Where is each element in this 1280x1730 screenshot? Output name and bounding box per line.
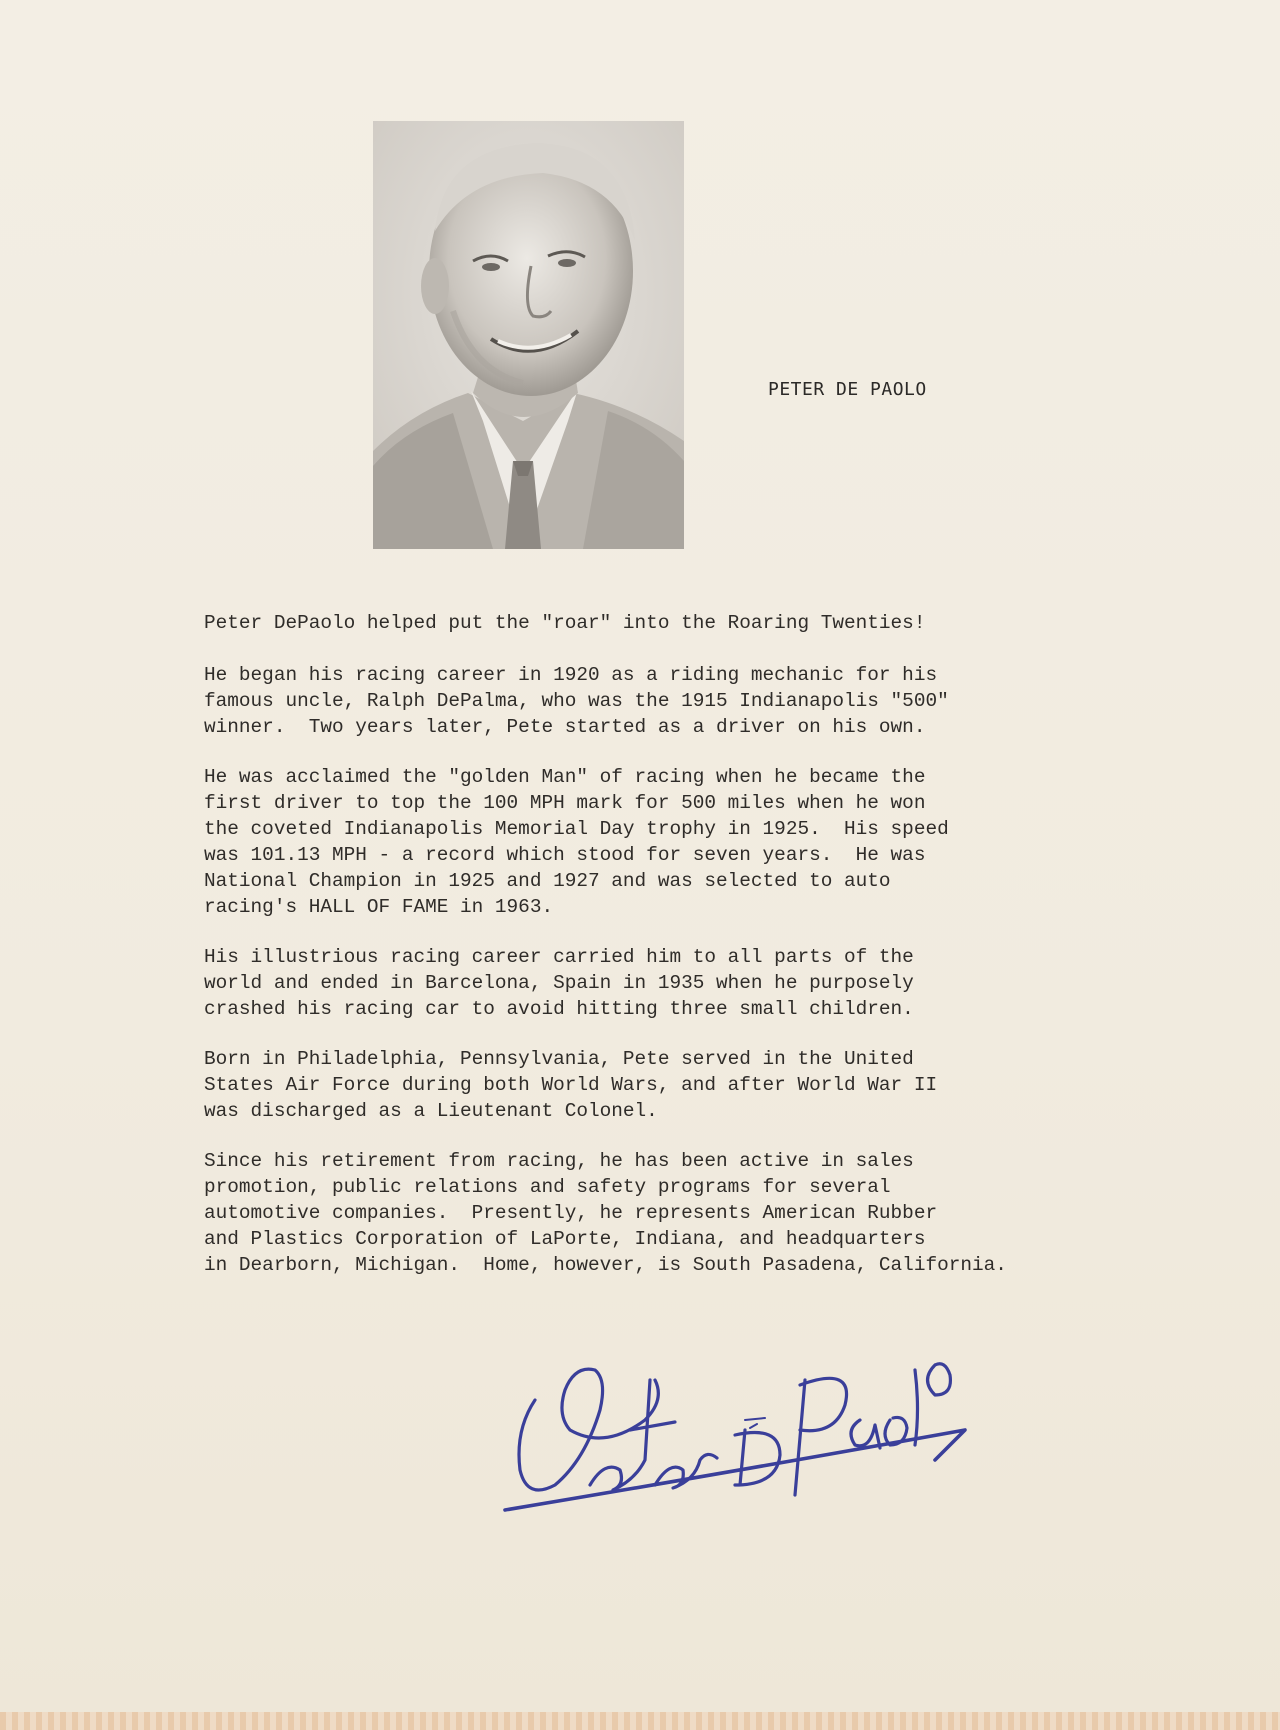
text-line: was 101.13 MPH - a record which stood for seven years. He was (204, 844, 926, 866)
text-line: He began his racing career in 1920 as a riding mechanic for his (204, 664, 938, 686)
text-line: was discharged as a Lieutenant Colonel. (204, 1100, 658, 1122)
text-line: first driver to top the 100 MPH mark for 500 miles when he won (204, 792, 926, 814)
text-line: world and ended in Barcelona, Spain in 1935 when he purposely (204, 972, 914, 994)
text-line: racing's HALL OF FAME in 1963. (204, 896, 554, 918)
text-line: His illustrious racing career carried him to all parts of the (204, 946, 914, 968)
photo-caption: PETER DE PAOLO (768, 379, 927, 400)
paragraph-intro (204, 610, 1104, 636)
text-line: Since his retirement from racing, he has been active in sales (204, 1150, 914, 1172)
paragraph-career-end (204, 944, 1104, 1022)
text-line: Peter DePaolo helped put the "roar" into the Roaring Twenties! (204, 612, 926, 634)
text-line: He was acclaimed the "golden Man" of racing when he became the (204, 766, 926, 788)
text-line: automotive companies. Presently, he represents American Rubber (204, 1202, 938, 1224)
paragraph-military (204, 1046, 1104, 1124)
paragraph-career-start (204, 662, 1104, 740)
paragraph-golden-man (204, 764, 1104, 920)
paper-edge (0, 1712, 1280, 1730)
text-line: the coveted Indianapolis Memorial Day trophy in 1925. His speed (204, 818, 949, 840)
text-line: and Plastics Corporation of LaPorte, Indiana, and headquarters (204, 1228, 926, 1250)
text-line: States Air Force during both World Wars, and after World War II (204, 1074, 938, 1096)
paragraph-retirement (204, 1148, 1104, 1278)
text-line: in Dearborn, Michigan. Home, however, is South Pasadena, California. (204, 1254, 1007, 1276)
text-line: famous uncle, Ralph DePalma, who was the 1915 Indianapolis "500" (204, 690, 949, 712)
biography-text (204, 610, 1104, 1302)
handwritten-signature (495, 1310, 1025, 1525)
text-line: National Champion in 1925 and 1927 and was selected to auto (204, 870, 891, 892)
text-line: Born in Philadelphia, Pennsylvania, Pete served in the United (204, 1048, 914, 1070)
text-line: promotion, public relations and safety programs for several (204, 1176, 891, 1198)
text-line: crashed his racing car to avoid hitting three small children. (204, 998, 914, 1020)
portrait-photo (373, 121, 684, 549)
text-line: winner. Two years later, Pete started as a driver on his own. (204, 716, 926, 738)
